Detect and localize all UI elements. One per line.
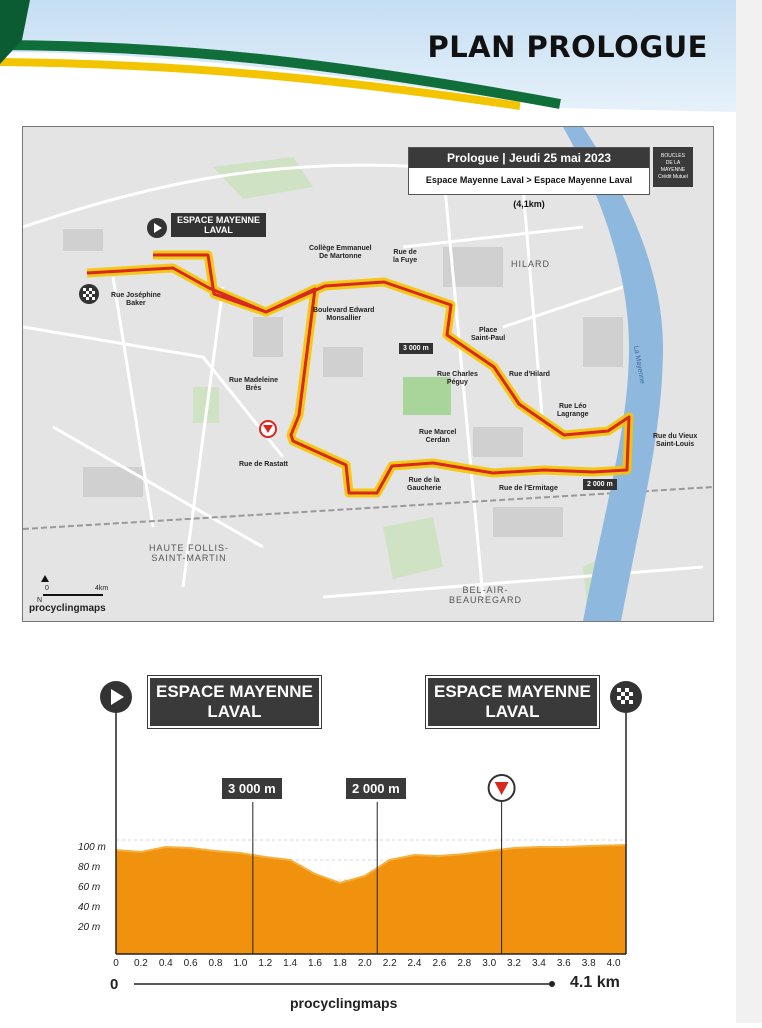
race-logo: BOUCLES DE LA MAYENNE Crédit Mutuel bbox=[653, 147, 693, 187]
street-label: Rue Marcel Cerdan bbox=[419, 429, 457, 444]
x-tick-label: 2.8 bbox=[457, 958, 472, 969]
street-label: Rue de Rastatt bbox=[239, 461, 289, 468]
map-attribution: procyclingmaps bbox=[29, 603, 106, 614]
header-banner bbox=[0, 0, 736, 112]
scale-end: 4km bbox=[95, 585, 109, 592]
y-label: 60 m bbox=[78, 882, 101, 893]
profile-marker-3000: 3 000 m bbox=[222, 778, 282, 799]
x-tick-label: 1.0 bbox=[233, 958, 248, 969]
y-label: 100 m bbox=[78, 842, 106, 853]
stage-route: Espace Mayenne Laval > Espace Mayenne Laval (4,1km) bbox=[425, 175, 633, 209]
x-tick-label: 3.8 bbox=[581, 958, 596, 969]
x-tick-label: 2.6 bbox=[432, 958, 447, 969]
scale-zero: 0 bbox=[45, 585, 49, 592]
x-tick-label: 2.4 bbox=[407, 958, 422, 969]
x-tick-label: 0.6 bbox=[183, 958, 198, 969]
right-margin bbox=[736, 0, 762, 1023]
x-tick-label: 1.8 bbox=[332, 958, 347, 969]
x-tick-label: 3.4 bbox=[531, 958, 546, 969]
y-label: 40 m bbox=[78, 902, 101, 913]
page-title: PLAN PROLOGUE bbox=[427, 30, 708, 64]
map-marker-2000: 2 000 m bbox=[583, 479, 617, 490]
elevation-profile bbox=[0, 640, 736, 1023]
map-start-label: ESPACE MAYENNE LAVAL bbox=[171, 213, 266, 237]
x-tick-label: 2.0 bbox=[357, 958, 372, 969]
distance-end: 4.1 km bbox=[570, 974, 620, 991]
street-label: Rue Joséphine Baker bbox=[111, 292, 161, 307]
street-label: Rue de l'Ermitage bbox=[499, 485, 558, 492]
district-label: HILARD bbox=[511, 259, 551, 269]
x-tick-label: 3.2 bbox=[507, 958, 521, 969]
street-label: Rue de la Fuye bbox=[393, 249, 418, 264]
street-label: Rue d'Hilard bbox=[509, 371, 550, 378]
x-tick-label: 0.8 bbox=[208, 958, 223, 969]
x-tick-label: 1.4 bbox=[283, 958, 298, 969]
y-label: 80 m bbox=[78, 862, 101, 873]
street-label: Place Saint-Paul bbox=[471, 327, 506, 342]
elevation-area bbox=[116, 845, 626, 954]
map-marker-3000: 3 000 m bbox=[399, 343, 433, 354]
profile-finish-label: ESPACE MAYENNE LAVAL bbox=[426, 676, 599, 728]
street-label: Rue Charles Péguy bbox=[437, 371, 478, 386]
distance-arrow-dot bbox=[549, 981, 555, 987]
stage-date: Prologue | Jeudi 25 mai 2023 bbox=[409, 148, 649, 168]
stage-info-box bbox=[408, 147, 650, 209]
river-label: La Mayenne bbox=[631, 345, 646, 385]
district-label: BEL-AIR- BEAUREGARD bbox=[449, 585, 523, 605]
x-tick-label: 1.6 bbox=[308, 958, 322, 969]
x-tick-label: 2.2 bbox=[382, 958, 397, 969]
x-tick-label: 0.2 bbox=[133, 958, 148, 969]
scale-north: N bbox=[37, 597, 43, 604]
street-label: Rue du Vieux Saint-Louis bbox=[653, 433, 698, 448]
x-tick-label: 4.0 bbox=[606, 958, 621, 969]
street-label: Collège Emmanuel De Martonne bbox=[309, 245, 372, 260]
x-tick-label: 1.2 bbox=[258, 958, 273, 969]
profile-start-label: ESPACE MAYENNE LAVAL bbox=[148, 676, 321, 728]
x-tick-label: 3.0 bbox=[482, 958, 497, 969]
y-label: 20 m bbox=[78, 922, 101, 933]
x-tick-label: 3.6 bbox=[556, 958, 571, 969]
route-map bbox=[22, 126, 714, 622]
district-label: HAUTE FOLLIS- SAINT-MARTIN bbox=[149, 543, 230, 563]
profile-marker-2000: 2 000 m bbox=[346, 778, 406, 799]
x-tick-label: 0.4 bbox=[158, 958, 173, 969]
street-label: Rue Léo Lagrange bbox=[557, 403, 589, 418]
street-label: Rue de la Gaucherie bbox=[407, 477, 442, 492]
street-label: Boulevard Edward Monsallier bbox=[313, 307, 375, 322]
x-tick-label: 0 bbox=[113, 958, 119, 969]
distance-start: 0 bbox=[110, 976, 119, 993]
profile-attribution: procyclingmaps bbox=[290, 995, 398, 1011]
street-label: Rue Madeleine Brès bbox=[229, 377, 279, 392]
